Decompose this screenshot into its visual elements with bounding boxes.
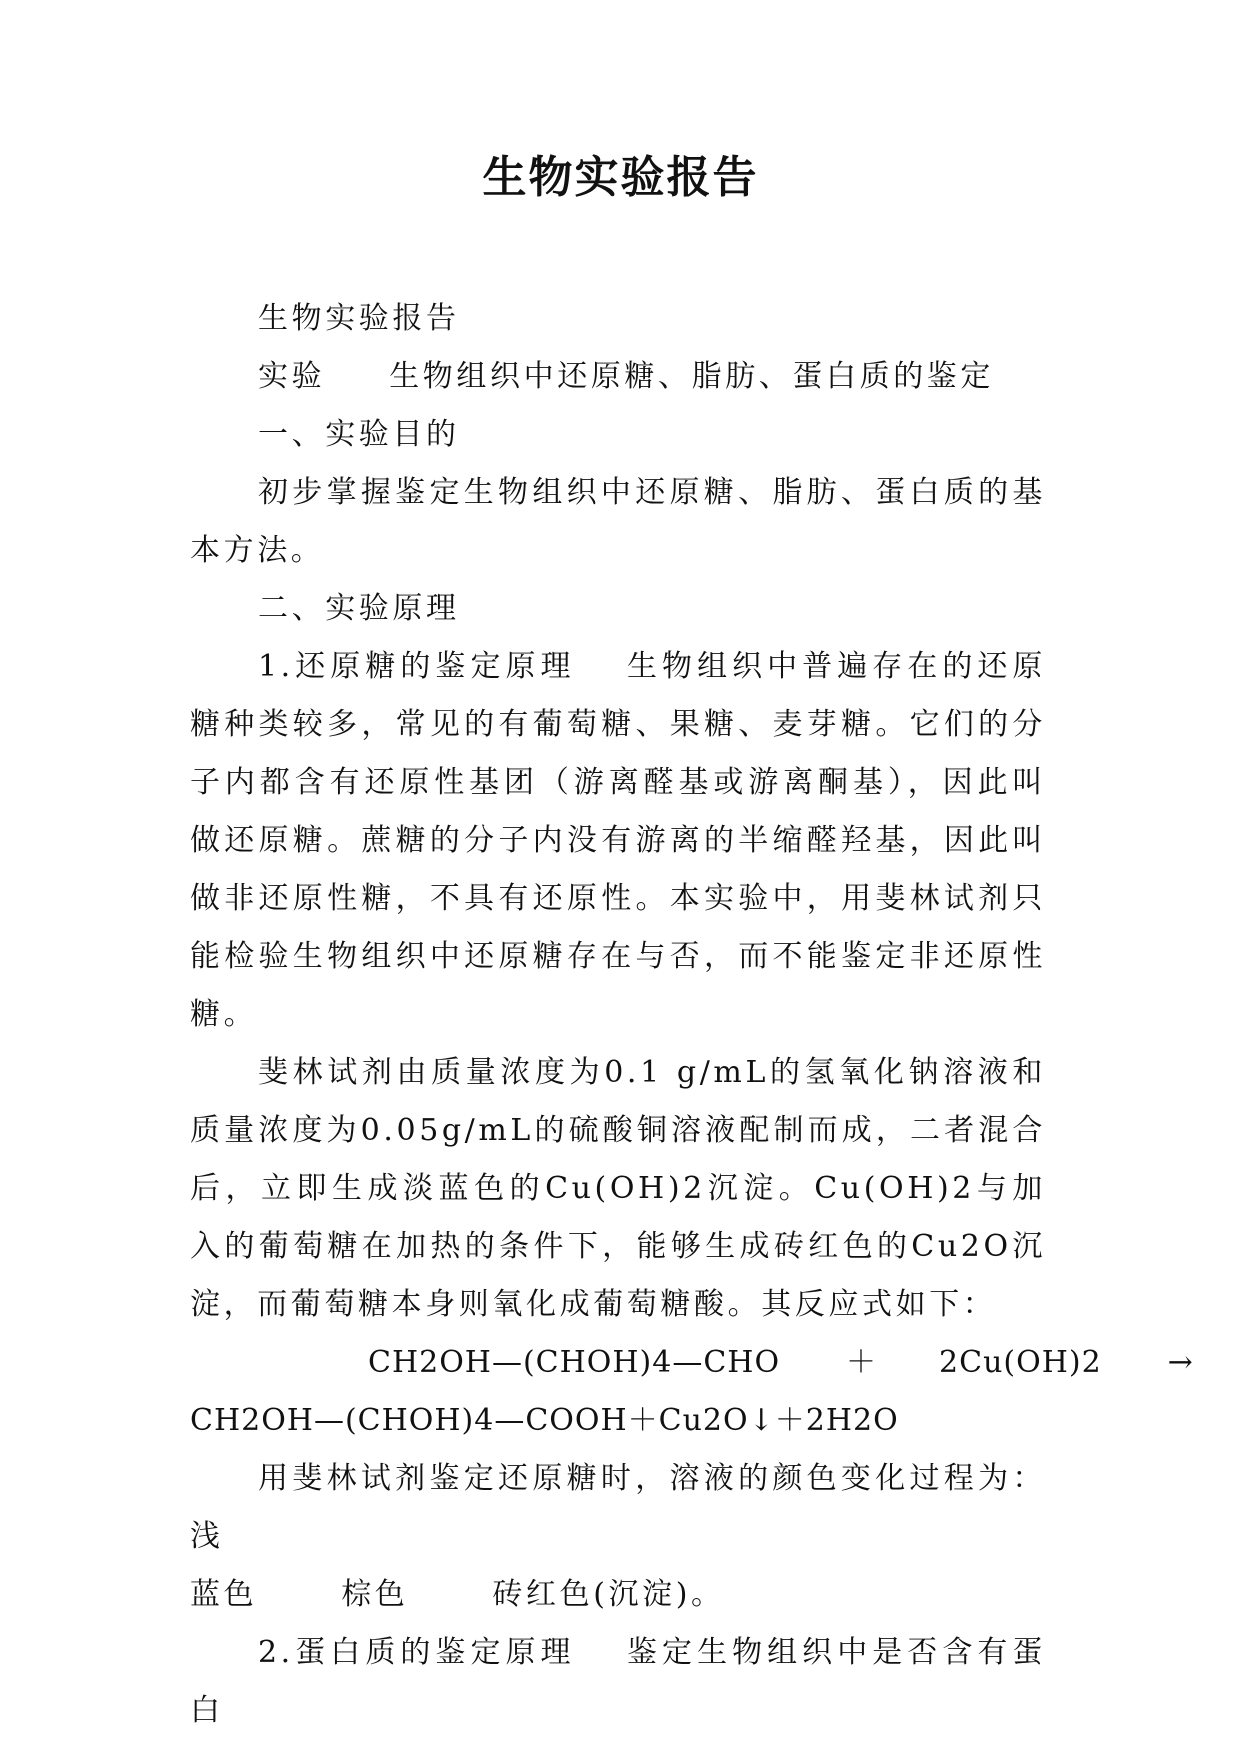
paragraph-text: 鉴定生物组织中是否含有蛋白 bbox=[190, 1635, 1047, 1728]
reactant-glucose: CH2OH—(CHOH)4—CHO bbox=[368, 1345, 781, 1380]
subheading-protein: 2.蛋白质的鉴定原理 bbox=[258, 1635, 576, 1670]
color-sequence bbox=[190, 1566, 1046, 1624]
paragraph-protein-principle bbox=[190, 1624, 1046, 1740]
paragraph-experiment-title bbox=[190, 348, 1046, 406]
paragraph-sugar-principle bbox=[190, 638, 1046, 1044]
paragraph-text: 一、实验目的 bbox=[258, 417, 460, 452]
experiment-label: 实验 bbox=[258, 359, 326, 394]
paragraph-purpose bbox=[190, 464, 1046, 580]
paragraph-text: 初步掌握鉴定生物组织中还原糖、脂肪、蛋白质的基本方法。 bbox=[190, 475, 1046, 568]
color-brick-red: 砖红色(沉淀)。 bbox=[492, 1577, 725, 1612]
reaction-products: CH2OH—(CHOH)4—COOH＋Cu2O↓＋2H2O bbox=[190, 1403, 899, 1438]
color-brown: 棕色 bbox=[341, 1577, 409, 1612]
section-heading-principle bbox=[190, 580, 1046, 638]
document-title: 生物实验报告 bbox=[482, 152, 759, 203]
paragraph-text: 生物实验报告 bbox=[258, 301, 460, 336]
reaction-equation-line1 bbox=[190, 1334, 1194, 1392]
section-heading-purpose bbox=[190, 406, 1046, 464]
paragraph-color-change bbox=[190, 1450, 1046, 1566]
reactant-copper-hydroxide: 2Cu(OH)2 bbox=[939, 1345, 1102, 1380]
paragraph-text: 用斐林试剂鉴定还原糖时，溶液的颜色变化过程为：浅 bbox=[190, 1461, 1046, 1554]
reaction-arrow: → bbox=[1167, 1345, 1194, 1380]
paragraph-text: 二、实验原理 bbox=[258, 591, 460, 626]
experiment-name: 生物组织中还原糖、脂肪、蛋白质的鉴定 bbox=[389, 359, 995, 394]
paragraph-fehling bbox=[190, 1044, 1046, 1334]
reaction-equation-line2 bbox=[190, 1392, 1046, 1450]
document-body bbox=[190, 290, 1194, 1740]
paragraph-text: 生物组织中普遍存在的还原糖种类较多，常见的有葡萄糖、果糖、麦芽糖。它们的分子内都含有还原性基团（游离醛基或游离酮基），因此叫做还原糖。蔗糖的分子内没有游离的半缩醛羟基，因此叫做非还原性糖，不具有还原性。本实验中，用斐林试剂只能检验生物组织中还原糖存在与否，而不能鉴定非还原性糖。 bbox=[190, 649, 1047, 1032]
color-blue: 蓝色 bbox=[190, 1577, 258, 1612]
subheading-sugar: 1.还原糖的鉴定原理 bbox=[258, 649, 576, 684]
paragraph-text: 斐林试剂由质量浓度为0.1 g/mL的氢氧化钠溶液和质量浓度为0.05g/mL的硫酸铜溶液配制而成，二者混合后，立即生成淡蓝色的Cu(OH)2沉淀。Cu(OH)2与加入的葡萄糖在加热的条件下，能够生成砖红色的Cu2O沉淀，而葡萄糖本身则氧化成葡萄糖酸。其反应式如下： bbox=[190, 1055, 1046, 1322]
paragraph-heading bbox=[190, 290, 1046, 348]
plus-sign: ＋ bbox=[846, 1345, 878, 1380]
